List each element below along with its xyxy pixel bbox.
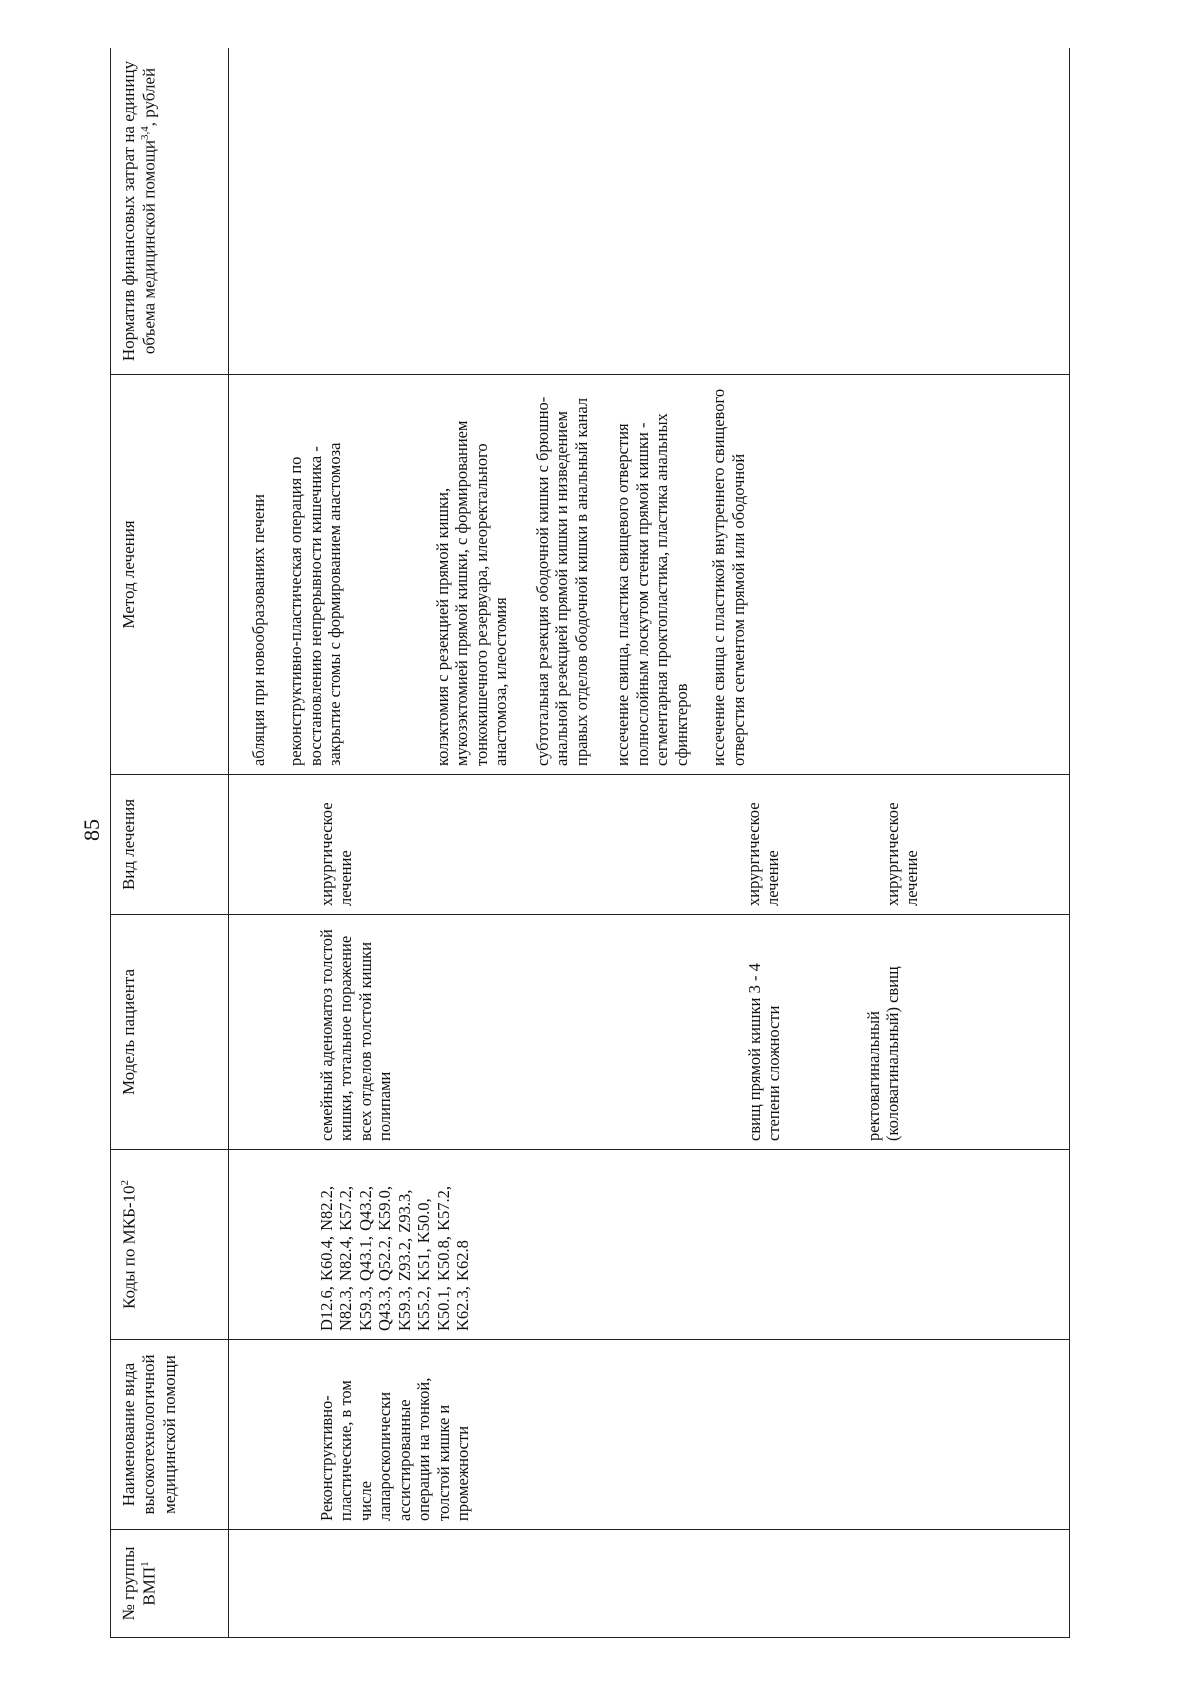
care-name-text: Реконструктивно-пластические, в том числе лапароскопически ассистированные операции на тонкой, толстой кишке и промежности bbox=[317, 1377, 473, 1521]
treatment-type-3: хирургическое лечение bbox=[882, 802, 922, 906]
method-subtotal-resection: субтотальная резекция ободочной кишки с брюшно-анальной резекцией прямой кишки и низведением правых отделов ободочной кишки в анальный канал bbox=[532, 396, 591, 766]
header-patient-model: Модель пациента bbox=[111, 915, 229, 1150]
header-treatment-type: Вид лечения bbox=[111, 775, 229, 915]
cell-cost-norm bbox=[229, 48, 1070, 375]
method-reconstructive: реконструктивно-пластическая операция по восстановлению непрерывности кишечника - закрытие стомы с формированием анастомоза bbox=[286, 442, 345, 766]
page-number bbox=[74, 800, 110, 860]
header-icd-codes: Коды по МКБ-$10^2$ bbox=[111, 1150, 229, 1340]
cell-treatment-type bbox=[229, 775, 1070, 915]
patient-model-1: семейный аденоматоз толстой кишки, тотальное поражение всех отделов толстой кишки полипами bbox=[317, 929, 395, 1141]
treatment-type-2: хирургическое лечение bbox=[743, 802, 783, 906]
cell-icd-codes bbox=[229, 1150, 1070, 1340]
page-number-text: 85 bbox=[79, 819, 104, 841]
landscape-sheet bbox=[110, 48, 1070, 1638]
table-row bbox=[229, 48, 1070, 1638]
cell-patient-model bbox=[229, 915, 1070, 1150]
patient-model-3: ректовагинальный (коловагинальный) свищ bbox=[863, 966, 903, 1141]
cell-treatment-method bbox=[229, 375, 1070, 775]
method-ablation: абляция при новообразованиях печени bbox=[249, 494, 268, 766]
header-group-no: № группы ВМП$^1$ bbox=[111, 1530, 229, 1638]
cell-group-no bbox=[229, 1530, 1070, 1638]
method-colectomy: колэктомия с резекцией прямой кишки, мукозэктомией прямой кишки, с формированием тонкокишечного резервуара, илеоректального анастомоза, илеостомия bbox=[432, 420, 511, 766]
vmp-table bbox=[110, 48, 1070, 1638]
header-cost-norm: Норматив финансовых затрат на единицу объема медицинской помощи$^{3,4}$, рублей bbox=[111, 48, 229, 375]
method-fistula-plasty: иссечение свища с пластикой внутреннего свищевого отверстия сегментом прямой или ободочной bbox=[709, 388, 748, 766]
header-row bbox=[111, 48, 229, 1638]
header-treatment-method: Метод лечения bbox=[111, 375, 229, 775]
patient-model-2: свищ прямой кишки 3 - 4 степени сложности bbox=[744, 963, 784, 1141]
method-fistula-excision: иссечение свища, пластика свищевого отверстия полнослойным лоскутом стенки прямой кишки - сегментарная проктопластика, пластика анальных сфинктеров bbox=[613, 413, 691, 766]
cell-care-name bbox=[229, 1340, 1070, 1530]
header-care-name: Наименование вида высокотехнологичной медицинской помощи bbox=[111, 1340, 229, 1530]
icd-codes-text: D12.6, K60.4, N82.2, N82.3, N82.4, K57.2, K59.3, Q43.1, Q43.2, Q43.3, Q52.2, K59.0, K59.3, Z93.2, Z93.3, K55.2, K51, K50.0, K50.1, K50.8, K57.2, K62.3, K62.8 bbox=[317, 1186, 473, 1331]
treatment-type-1: хирургическое лечение bbox=[317, 802, 356, 906]
rotated-table-viewport bbox=[110, 48, 1070, 1638]
